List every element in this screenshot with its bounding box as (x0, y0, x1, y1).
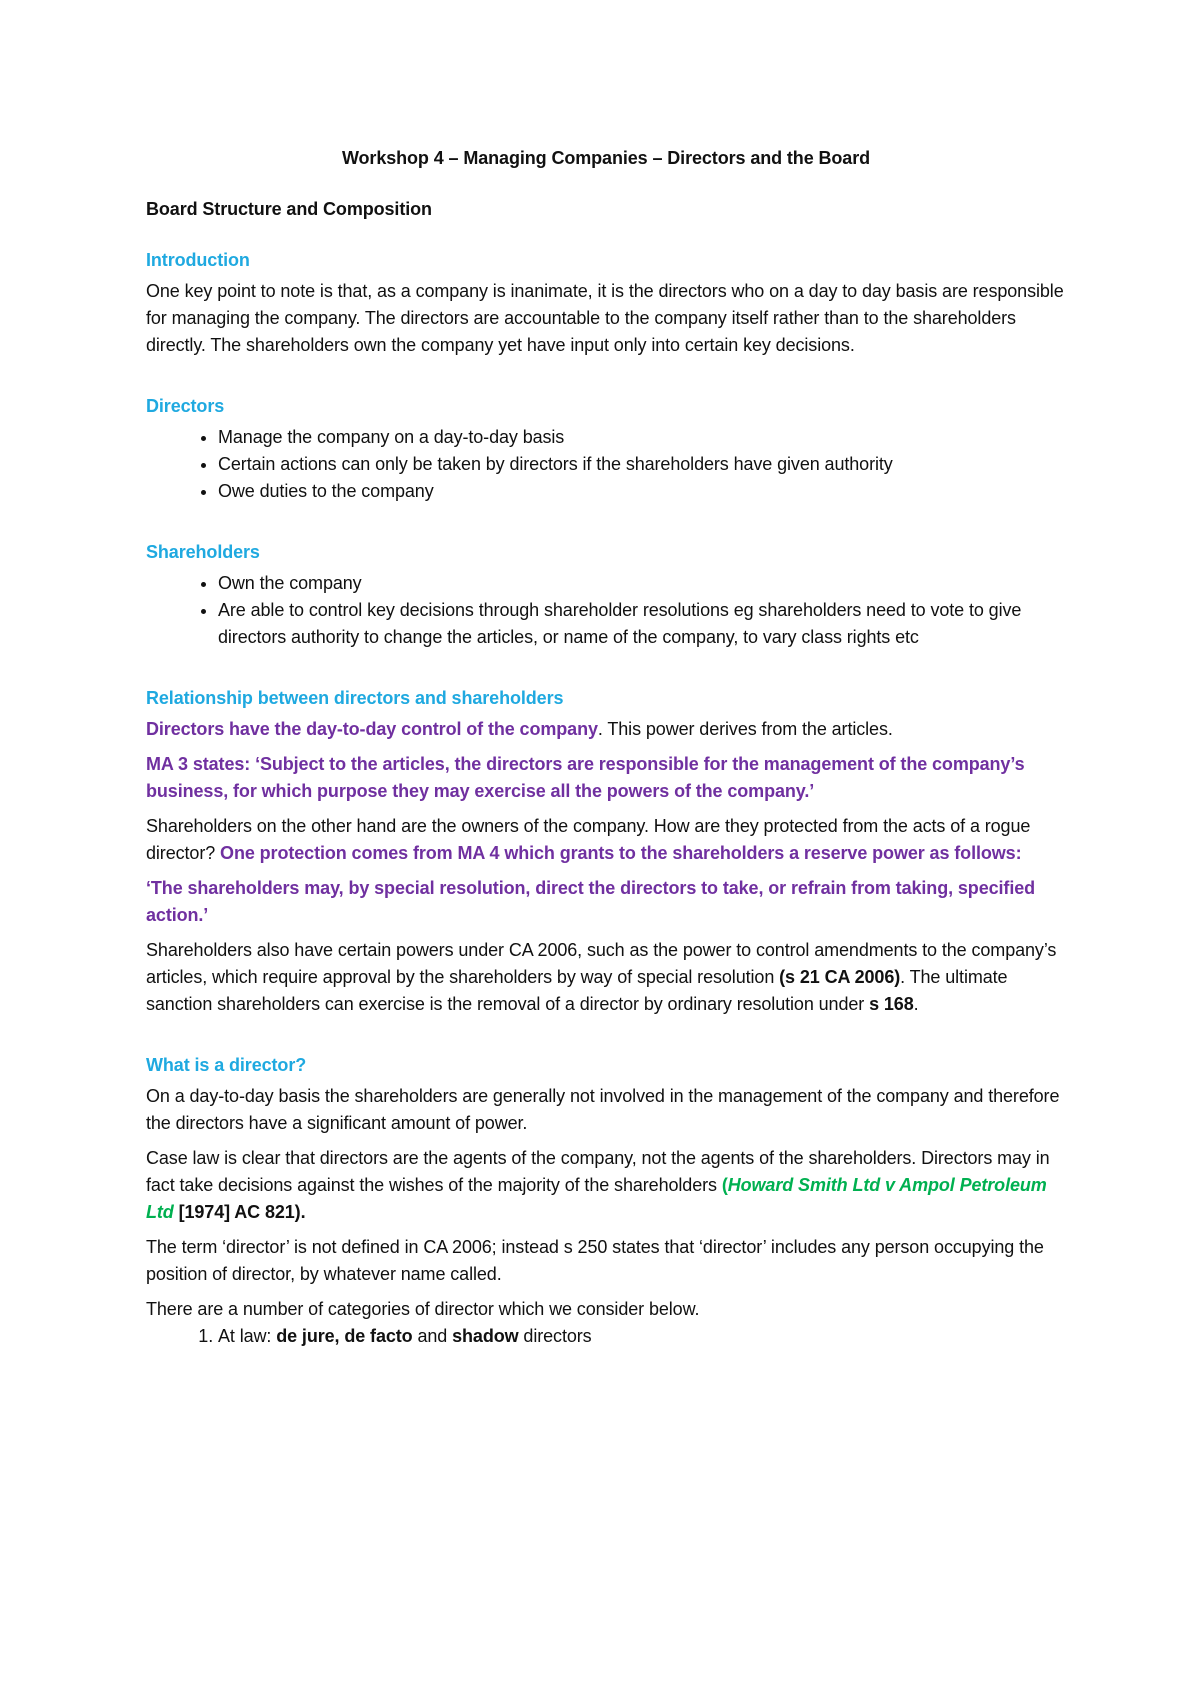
citation: s 168 (869, 994, 914, 1014)
what-paragraph-4: There are a number of categories of director which we consider below. (146, 1299, 700, 1319)
intro-paragraph: One key point to note is that, as a company is inanimate, it is the directors who on a day to day basis are responsible for managing the company. The directors are accountable to the company itself rather than to the shareholders directly. The shareholders own the company yet have input only into certain key decisions. (146, 281, 1064, 355)
what-heading: What is a director? (146, 1055, 307, 1075)
what-paragraph-1: On a day-to-day basis the shareholders are generally not involved in the management of the company and therefore the directors have a significant amount of power. (146, 1086, 1060, 1133)
plain-text: Shareholders on the other hand are the owners of the company. How are they protected from the acts of a rogue director? (146, 816, 1031, 863)
citation-open: ( (721, 1175, 728, 1195)
list-item (218, 1323, 1066, 1350)
plain-text: Case law is clear that directors are the agents of the company, not the agents of the shareholders. Directors may in fact take decisions against the wishes of the majority of the shareholders (146, 1148, 1050, 1195)
bold-phrase: One protection comes from MA 4 which grants to the shareholders a reserve power as follows: (220, 843, 1022, 863)
categories-list (146, 1323, 1066, 1350)
directors-heading: Directors (146, 396, 225, 416)
plain-text: . This power derives from the articles. (597, 719, 893, 739)
list-item: • Own the company (218, 570, 1066, 597)
relationship-paragraph-5 (146, 937, 1066, 1018)
plain-text: At law: (218, 1326, 277, 1346)
list-item: • Owe duties to the company (218, 478, 1066, 505)
relationship-paragraph-1 (146, 716, 1066, 743)
relationship-paragraph-3 (146, 813, 1066, 867)
bold-phrase: Directors have the day-to-day control of the company (146, 719, 598, 739)
list-item: • Certain actions can only be taken by directors if the shareholders have given authority (218, 451, 1066, 478)
directors-list (146, 424, 1066, 505)
bold-phrase: de jure, de facto (276, 1326, 413, 1346)
bold-phrase: shadow (452, 1326, 519, 1346)
case-name: Howard Smith Ltd v Ampol Petroleum Ltd (146, 1175, 1047, 1222)
plain-text: . The ultimate sanction shareholders can exercise is the removal of a director by ordinary resolution under (146, 967, 1008, 1014)
list-item: • Manage the company on a day-to-day basis (218, 424, 1066, 451)
plain-text: and (412, 1326, 453, 1346)
document-title: Workshop 4 – Managing Companies – Directors and the Board (341, 148, 871, 168)
plain-text: directors (518, 1326, 592, 1346)
plain-text: . (913, 994, 919, 1014)
ma3-quote: MA 3 states: ‘Subject to the articles, the directors are responsible for the management of the company’s business, for which purpose they may exercise all the powers of the company.’ (146, 754, 1025, 801)
relationship-heading: Relationship between directors and shareholders (146, 688, 564, 708)
ma4-quote: ‘The shareholders may, by special resolution, direct the directors to take, or refrain from taking, specified action.’ (146, 878, 1036, 925)
document-body (146, 145, 1066, 1350)
intro-heading: Introduction (146, 250, 250, 270)
shareholders-heading: Shareholders (146, 542, 260, 562)
case-citation: [1974] AC 821). (173, 1202, 306, 1222)
citation: (s 21 CA 2006) (779, 967, 901, 987)
section-heading: Board Structure and Composition (146, 199, 432, 219)
what-paragraph-2 (146, 1145, 1066, 1226)
list-item: • Are able to control key decisions through shareholder resolutions eg shareholders need to vote to give directors authority to change the articles, or name of the company, to vary class rights etc (218, 597, 1066, 651)
what-paragraph-3: The term ‘director’ is not defined in CA 2006; instead s 250 states that ‘director’ includes any person occupying the position of director, by whatever name called. (146, 1237, 1044, 1284)
plain-text: Shareholders also have certain powers under CA 2006, such as the power to control amendments to the company’s articles, which require approval by the shareholders by way of special resolution (146, 940, 1057, 987)
shareholders-list (146, 570, 1066, 651)
